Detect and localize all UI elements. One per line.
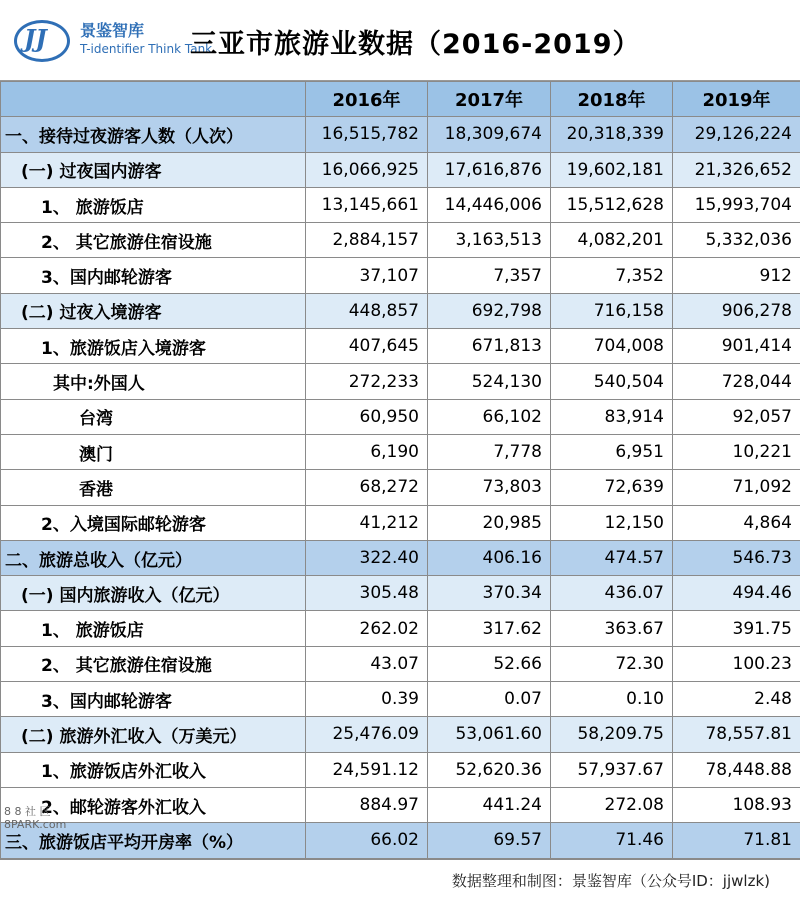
table-cell: 6,951 [551,434,673,469]
table-cell: 43.07 [306,646,428,681]
row-label: 二、旅游总收入（亿元） [1,540,306,575]
table-cell: 10,221 [673,434,800,469]
table-cell: 15,993,704 [673,187,800,222]
table-row [1,293,800,328]
row-label: 一、接待过夜游客人数（人次） [1,117,306,152]
table-row [1,505,800,540]
row-label: 三、旅游饭店平均开房率（%） [1,823,306,858]
row-label: 3、国内邮轮游客 [1,258,306,293]
row-label: 1、 旅游饭店 [1,611,306,646]
table-cell: 474.57 [551,540,673,575]
row-label: 2、邮轮游客外汇收入 [1,787,306,822]
table-row [1,258,800,293]
table-cell: 3,163,513 [428,223,551,258]
table-cell: 262.02 [306,611,428,646]
table-cell: 19,602,181 [551,152,673,187]
row-label: 3、国内邮轮游客 [1,682,306,717]
table-cell: 73,803 [428,470,551,505]
table-row [1,470,800,505]
row-label: 1、旅游饭店外汇收入 [1,752,306,787]
table-cell: 16,066,925 [306,152,428,187]
table-cell: 272,233 [306,364,428,399]
table-row [1,223,800,258]
table-cell: 52,620.36 [428,752,551,787]
table-header-row [1,82,800,117]
page-header [0,0,800,81]
table-cell: 912 [673,258,800,293]
table-cell: 716,158 [551,293,673,328]
table-cell: 24,591.12 [306,752,428,787]
table-body [1,117,800,858]
table-cell: 52.66 [428,646,551,681]
table-cell: 21,326,652 [673,152,800,187]
table-cell: 83,914 [551,399,673,434]
table-cell: 15,512,628 [551,187,673,222]
page-title: 三亚市旅游业数据（2016-2019） [190,22,641,61]
site-watermark [4,805,66,831]
column-header: 2016年 [306,82,428,117]
table-row [1,611,800,646]
table-cell: 317.62 [428,611,551,646]
table-row [1,152,800,187]
row-label: (二) 旅游外汇收入（万美元） [1,717,306,752]
row-label: 1、 旅游饭店 [1,187,306,222]
table-cell: 108.93 [673,787,800,822]
table-cell: 0.10 [551,682,673,717]
footer [0,859,800,902]
table-row [1,187,800,222]
table-cell: 391.75 [673,611,800,646]
table-row [1,787,800,822]
table-cell: 20,318,339 [551,117,673,152]
table-cell: 13,145,661 [306,187,428,222]
table-cell: 20,985 [428,505,551,540]
table-cell: 704,008 [551,329,673,364]
watermark-line: 8 8 社 区 [4,805,66,818]
table-cell: 78,557.81 [673,717,800,752]
table-cell: 370.34 [428,576,551,611]
table-cell: 17,616,876 [428,152,551,187]
row-label: 香港 [1,470,306,505]
table-row [1,434,800,469]
table-cell: 7,778 [428,434,551,469]
table-cell: 71,092 [673,470,800,505]
row-label: (二) 过夜入境游客 [1,293,306,328]
row-label: 台湾 [1,399,306,434]
table-cell: 407,645 [306,329,428,364]
table-cell: 305.48 [306,576,428,611]
row-label: 2、 其它旅游住宿设施 [1,646,306,681]
table-row [1,576,800,611]
table-cell: 692,798 [428,293,551,328]
table-cell: 14,446,006 [428,187,551,222]
table-cell: 0.39 [306,682,428,717]
table-cell: 53,061.60 [428,717,551,752]
row-label: 1、旅游饭店入境游客 [1,329,306,364]
table-cell: 60,950 [306,399,428,434]
table-cell: 448,857 [306,293,428,328]
column-header [1,82,306,117]
source-credit: 数据整理和制图：景鉴智库（公众号ID：jjwlzk) [452,870,770,891]
column-header: 2019年 [673,82,800,117]
table-cell: 69.57 [428,823,551,858]
table-cell: 671,813 [428,329,551,364]
table-cell: 728,044 [673,364,800,399]
table-cell: 58,209.75 [551,717,673,752]
table-cell: 57,937.67 [551,752,673,787]
table-cell: 78,448.88 [673,752,800,787]
tourism-data-table [0,81,800,859]
table-cell: 7,357 [428,258,551,293]
table-cell: 92,057 [673,399,800,434]
table-cell: 29,126,224 [673,117,800,152]
table-cell: 363.67 [551,611,673,646]
table-cell: 901,414 [673,329,800,364]
table-cell: 272.08 [551,787,673,822]
column-header: 2017年 [428,82,551,117]
table-cell: 906,278 [673,293,800,328]
row-label: (一) 过夜国内游客 [1,152,306,187]
row-label: 2、入境国际邮轮游客 [1,505,306,540]
table-cell: 68,272 [306,470,428,505]
table-row [1,823,800,858]
table-cell: 4,082,201 [551,223,673,258]
table-cell: 25,476.09 [306,717,428,752]
table-cell: 2,884,157 [306,223,428,258]
table-cell: 16,515,782 [306,117,428,152]
table-cell: 71.81 [673,823,800,858]
row-label: (一) 国内旅游收入（亿元） [1,576,306,611]
table-row [1,117,800,152]
table-cell: 100.23 [673,646,800,681]
table-cell: 41,212 [306,505,428,540]
table-cell: 4,864 [673,505,800,540]
table-row [1,329,800,364]
table-cell: 494.46 [673,576,800,611]
table-cell: 72,639 [551,470,673,505]
table-cell: 7,352 [551,258,673,293]
table-cell: 66,102 [428,399,551,434]
table-row [1,399,800,434]
table-cell: 0.07 [428,682,551,717]
table-row [1,752,800,787]
table-cell: 884.97 [306,787,428,822]
logo-chinese-name: 景鉴智库 [80,18,144,41]
table-cell: 406.16 [428,540,551,575]
table-cell: 441.24 [428,787,551,822]
row-label: 其中:外国人 [1,364,306,399]
row-label: 澳门 [1,434,306,469]
logo-english-name: T-identifier Think Tank [80,42,212,56]
table-row [1,364,800,399]
table-cell: 66.02 [306,823,428,858]
table-cell: 18,309,674 [428,117,551,152]
row-label: 2、 其它旅游住宿设施 [1,223,306,258]
table-cell: 72.30 [551,646,673,681]
table-row [1,540,800,575]
table-row [1,682,800,717]
table-cell: 524,130 [428,364,551,399]
table-cell: 546.73 [673,540,800,575]
table-cell: 5,332,036 [673,223,800,258]
table-cell: 436.07 [551,576,673,611]
table-cell: 6,190 [306,434,428,469]
logo-mark: JJ [24,24,47,53]
table-cell: 12,150 [551,505,673,540]
table-cell: 540,504 [551,364,673,399]
table-cell: 2.48 [673,682,800,717]
column-header: 2018年 [551,82,673,117]
table-row [1,717,800,752]
table-row [1,646,800,681]
watermark-line: 8PARK.com [4,818,66,831]
table-cell: 37,107 [306,258,428,293]
table-cell: 71.46 [551,823,673,858]
table-cell: 322.40 [306,540,428,575]
